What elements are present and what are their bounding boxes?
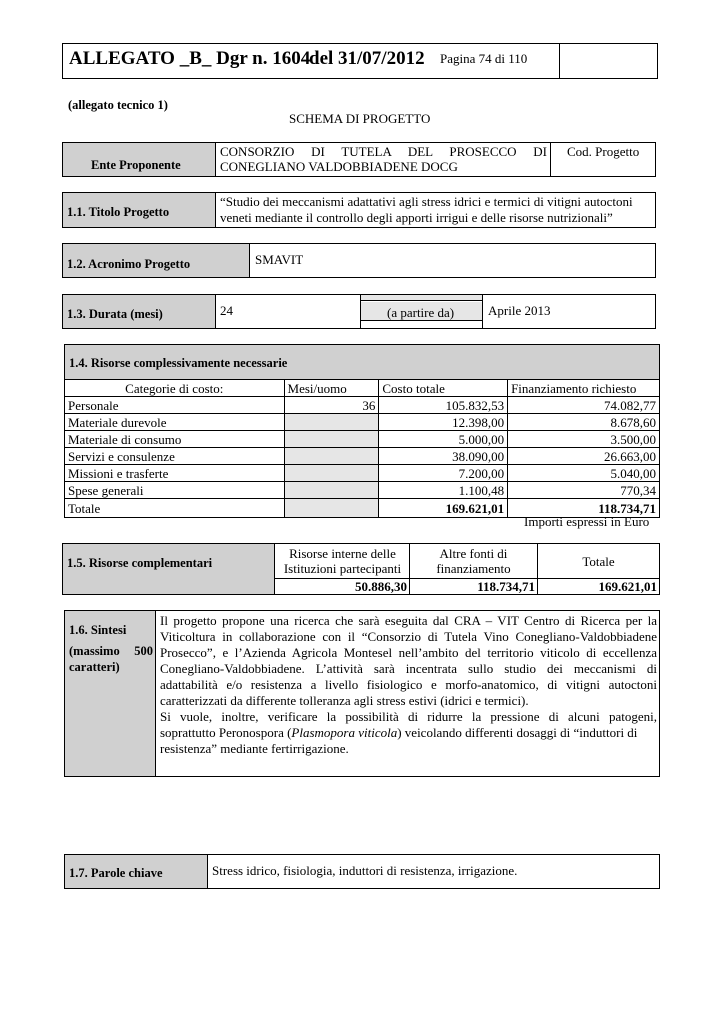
row-costo: 5.000,00 (379, 431, 508, 448)
header-categorie: Categorie di costo: (65, 380, 285, 397)
header-mesi: Mesi/uomo (284, 380, 379, 397)
risorse-label: 1.4. Risorse complessivamente necessarie (69, 356, 288, 370)
sintesi-text-part: soprattutto Peronospora ( (160, 725, 292, 740)
row-finanziamento: 74.082,77 (508, 397, 660, 414)
sintesi-line: caratterizzati da differente tolleranza agli stress estivi (idrici e termici). (160, 693, 529, 708)
sintesi-line: Viticoltura in collaborazione con il “Consorzio di Tutela Vino Conegliano-Valdobbiadene (160, 629, 657, 644)
acronimo-label: 1.2. Acronimo Progetto (67, 257, 191, 271)
titolo-box (62, 192, 656, 228)
total-label: Totale (65, 499, 285, 518)
document-date: del 31/07/2012 (309, 48, 425, 69)
row-finanziamento: 26.663,00 (508, 448, 660, 465)
sintesi-line: Conegliano-Valdobbiadene. L’attività sarà incentrata sullo studio dei meccanismi di (160, 661, 657, 676)
document-title: ALLEGATO _B_ Dgr n. 1604 (69, 48, 311, 69)
total-costo: 169.621,01 (379, 499, 508, 518)
sintesi-box (64, 610, 660, 777)
sintesi-line: resistenza” mediante fertirrigazione. (160, 741, 349, 756)
header-totale: Totale (582, 554, 615, 569)
cod-progetto-label: Cod. Progetto (567, 144, 640, 159)
table-row (65, 397, 660, 414)
durata-value: 24 (220, 303, 233, 318)
header-altre-fonti-2: finanziamento (436, 561, 511, 576)
row-costo: 7.200,00 (379, 465, 508, 482)
ente-line2: CONEGLIANO VALDOBBIADENE DOCG (220, 159, 458, 174)
sintesi-text-part: ) veicolando differenti dosaggi di “induttori di (397, 725, 638, 740)
row-category: Materiale di consumo (65, 431, 285, 448)
species-name: Plasmopora viticola (291, 725, 398, 740)
table-row (65, 482, 660, 499)
row-mesi (284, 448, 379, 465)
row-costo: 1.100,48 (379, 482, 508, 499)
page-header (62, 43, 658, 79)
row-finanziamento: 5.040,00 (508, 465, 660, 482)
sintesi-text (160, 613, 657, 757)
table-row (65, 431, 660, 448)
row-costo: 105.832,53 (379, 397, 508, 414)
sintesi-line: adattabilità e/o resistenza a livello fisiologico e morfo-anatomico, di vitigni autoctoni (160, 677, 657, 692)
parole-label: 1.7. Parole chiave (69, 866, 163, 880)
sintesi-line (160, 725, 657, 741)
header-finanziamento: Finanziamento richiesto (508, 380, 660, 397)
acronimo-value: SMAVIT (255, 252, 304, 267)
row-category: Materiale durevole (65, 414, 285, 431)
parole-box (64, 854, 660, 889)
row-costo: 12.398,00 (379, 414, 508, 431)
ente-proponente-box (62, 142, 656, 177)
risorse-header (64, 344, 660, 380)
row-finanziamento: 8.678,60 (508, 414, 660, 431)
row-mesi (284, 465, 379, 482)
sintesi-line: Prosecco”, e l’Azienda Agricola Montesel nell’ambito del territorio viticolo di eccellenza (160, 645, 657, 660)
value-altre-fonti: 118.734,71 (477, 579, 535, 594)
titolo-label: 1.1. Titolo Progetto (67, 205, 170, 219)
durata-start-label: (a partire da) (387, 305, 455, 320)
row-mesi (284, 414, 379, 431)
value-totale: 169.621,01 (598, 579, 657, 594)
row-finanziamento: 770,34 (508, 482, 660, 499)
table-row (65, 465, 660, 482)
titolo-line1: “Studio dei meccanismi adattativi agli stress idrici e termici di vitigni autoctoni (220, 194, 633, 209)
sintesi-limit-1: (massimo 500 (69, 644, 153, 658)
header-altre-fonti-1: Altre fonti di (439, 546, 508, 561)
row-category: Personale (65, 397, 285, 414)
row-costo: 38.090,00 (379, 448, 508, 465)
acronimo-box (62, 243, 656, 278)
row-finanziamento: 3.500,00 (508, 431, 660, 448)
table-header-row (65, 380, 660, 397)
page-number: Pagina 74 di 110 (440, 51, 528, 66)
row-mesi: 36 (284, 397, 379, 414)
header-costo: Costo totale (379, 380, 508, 397)
row-mesi (284, 482, 379, 499)
sintesi-line: Si vuole, inoltre, verificare la possibilità di ridurre la pressione di alcuni patogeni, (160, 709, 657, 724)
row-mesi (284, 431, 379, 448)
sintesi-label: 1.6. Sintesi (69, 623, 127, 637)
table-row (65, 448, 660, 465)
row-category: Missioni e trasferte (65, 465, 285, 482)
schema-title: SCHEMA DI PROGETTO (289, 111, 431, 126)
importi-note: Importi espressi in Euro (524, 514, 650, 529)
parole-value: Stress idrico, fisiologia, induttori di resistenza, irrigazione. (212, 863, 518, 878)
sintesi-limit-2: caratteri) (69, 660, 120, 674)
total-mesi-empty (284, 499, 379, 518)
ente-line1: CONSORZIO DI TUTELA DEL PROSECCO DI (220, 144, 547, 159)
durata-label: 1.3. Durata (mesi) (67, 307, 163, 321)
sintesi-line: Il progetto propone una ricerca che sarà eseguita dal CRA – VIT Centro di Ricerca per la (160, 613, 657, 628)
allegato-label: (allegato tecnico 1) (68, 98, 168, 112)
header-risorse-interne-1: Risorse interne delle (289, 546, 396, 561)
durata-start-value: Aprile 2013 (488, 303, 551, 318)
header-risorse-interne-2: Istituzioni partecipanti (283, 561, 402, 576)
risorse-table (64, 379, 660, 518)
total-finanziamento: 118.734,71 (508, 499, 660, 518)
value-risorse-interne: 50.886,30 (355, 579, 407, 594)
row-category: Spese generali (65, 482, 285, 499)
durata-box (62, 294, 656, 329)
table-row (65, 414, 660, 431)
titolo-line2: veneti mediante il controllo degli apporti irrigui e delle risorse nutrizionali” (220, 210, 613, 225)
row-category: Servizi e consulenze (65, 448, 285, 465)
ente-label: Ente Proponente (91, 158, 181, 172)
complementari-label: 1.5. Risorse complementari (67, 556, 213, 570)
complementari-box (62, 543, 660, 595)
